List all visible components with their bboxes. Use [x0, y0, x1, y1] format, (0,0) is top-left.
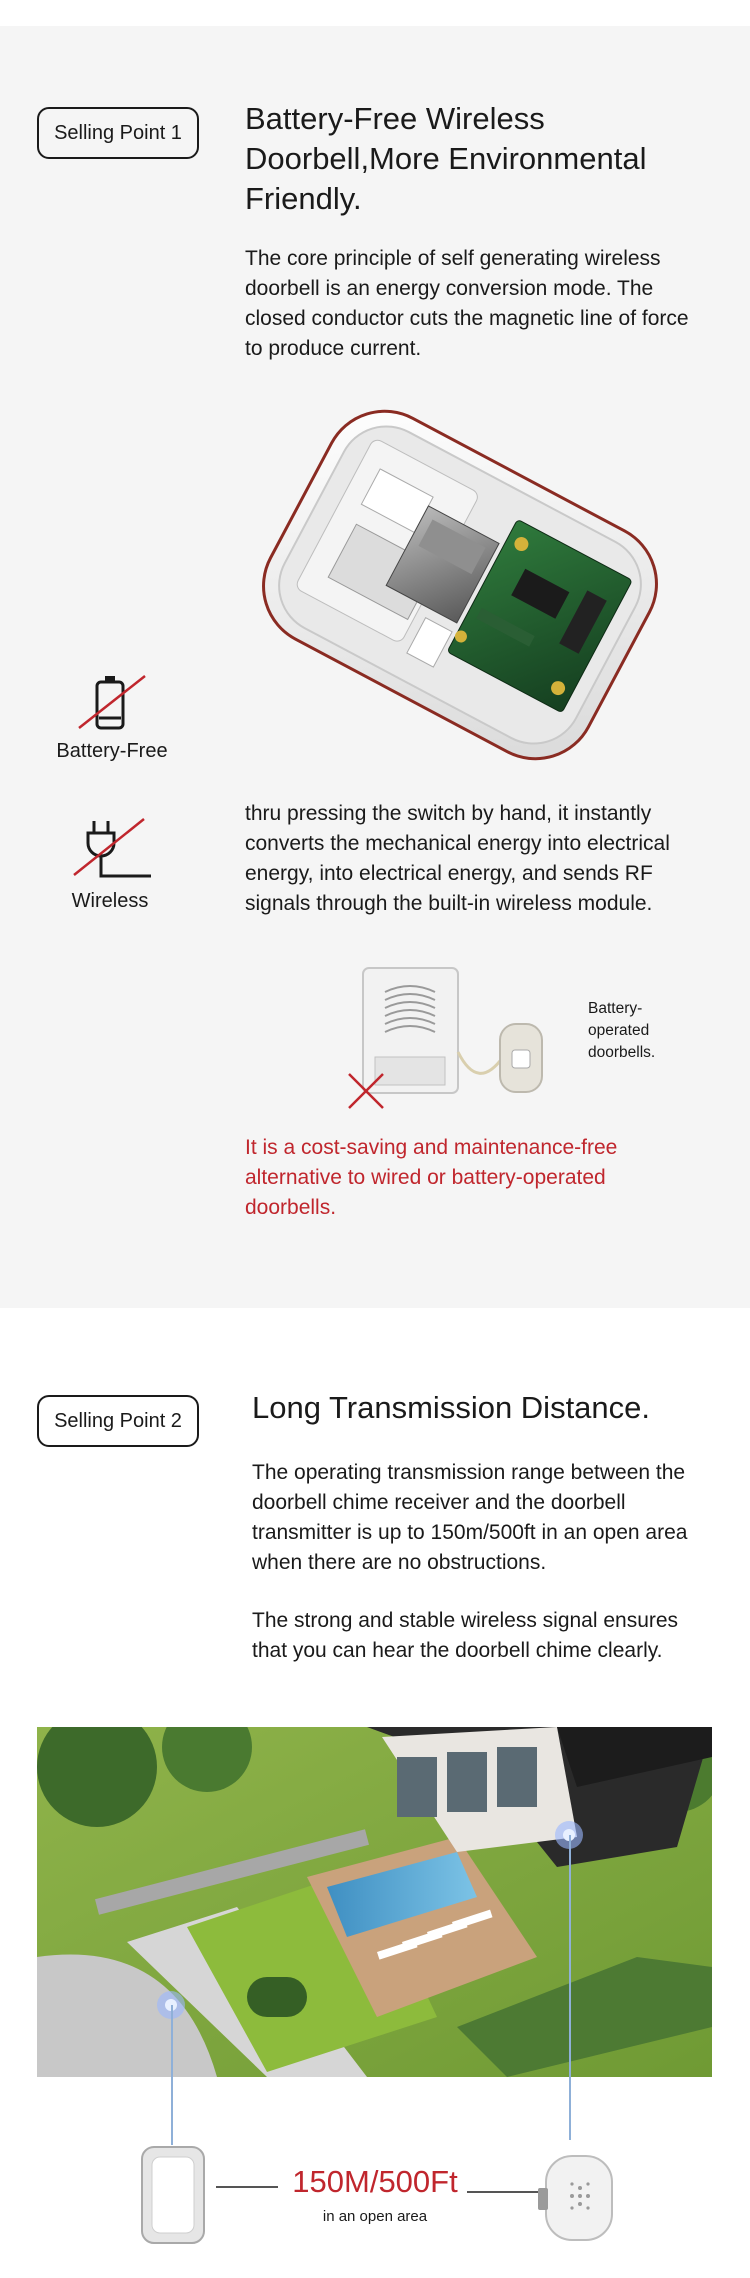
generator-module-illustration [245, 400, 675, 770]
battery-free-label: Battery-Free [56, 740, 168, 762]
house-aerial-scene [37, 1727, 712, 2077]
plug-crossed-icon [72, 815, 154, 881]
transmitter-button-icon [140, 2145, 206, 2245]
battery-crossed-icon [75, 672, 147, 732]
section2-para1: The operating transmission range between the doorbell chime receiver and the doorbell transmitter is up to 150m/500ft in an open area when there are no obstructions. [252, 1461, 688, 1574]
selling-point-1-badge: Selling Point 1 [37, 107, 199, 159]
section1-intro: The core principle of self generating wireless doorbell is an energy conversion mode. The closed conductor cuts the magnetic line of force to produce current. [245, 247, 689, 360]
section1-body: thru pressing the switch by hand, it instantly converts the mechanical energy into electrical energy, into electrical energy, and sends RF signals through the built-in wireless module. [245, 802, 670, 915]
section2-para2: The strong and stable wireless signal ensures that you can hear the doorbell chime clearly. [252, 1609, 679, 1662]
distance-line-right [467, 2191, 542, 2193]
section2-title: Long Transmission Distance. [252, 1390, 651, 1425]
battery-doorbell-caption: Battery-operated doorbells. [588, 1000, 656, 1061]
section1-title: Battery-Free Wireless Doorbell,More Environmental Friendly. [245, 101, 647, 216]
battery-doorbell-illustration [345, 962, 555, 1112]
distance-note: in an open area [322, 2208, 428, 2225]
transmitter-signal-line [171, 2005, 173, 2145]
receiver-signal-line [569, 1835, 571, 2140]
receiver-chime-icon [538, 2152, 618, 2244]
selling-point-2-badge: Selling Point 2 [37, 1395, 199, 1447]
distance-line-left [216, 2186, 278, 2188]
section1-highlight: It is a cost-saving and maintenance-free alternative to wired or battery-operated doorbells. [245, 1136, 618, 1219]
distance-value: 150M/500Ft [292, 2164, 458, 2199]
wireless-label: Wireless [71, 890, 149, 912]
